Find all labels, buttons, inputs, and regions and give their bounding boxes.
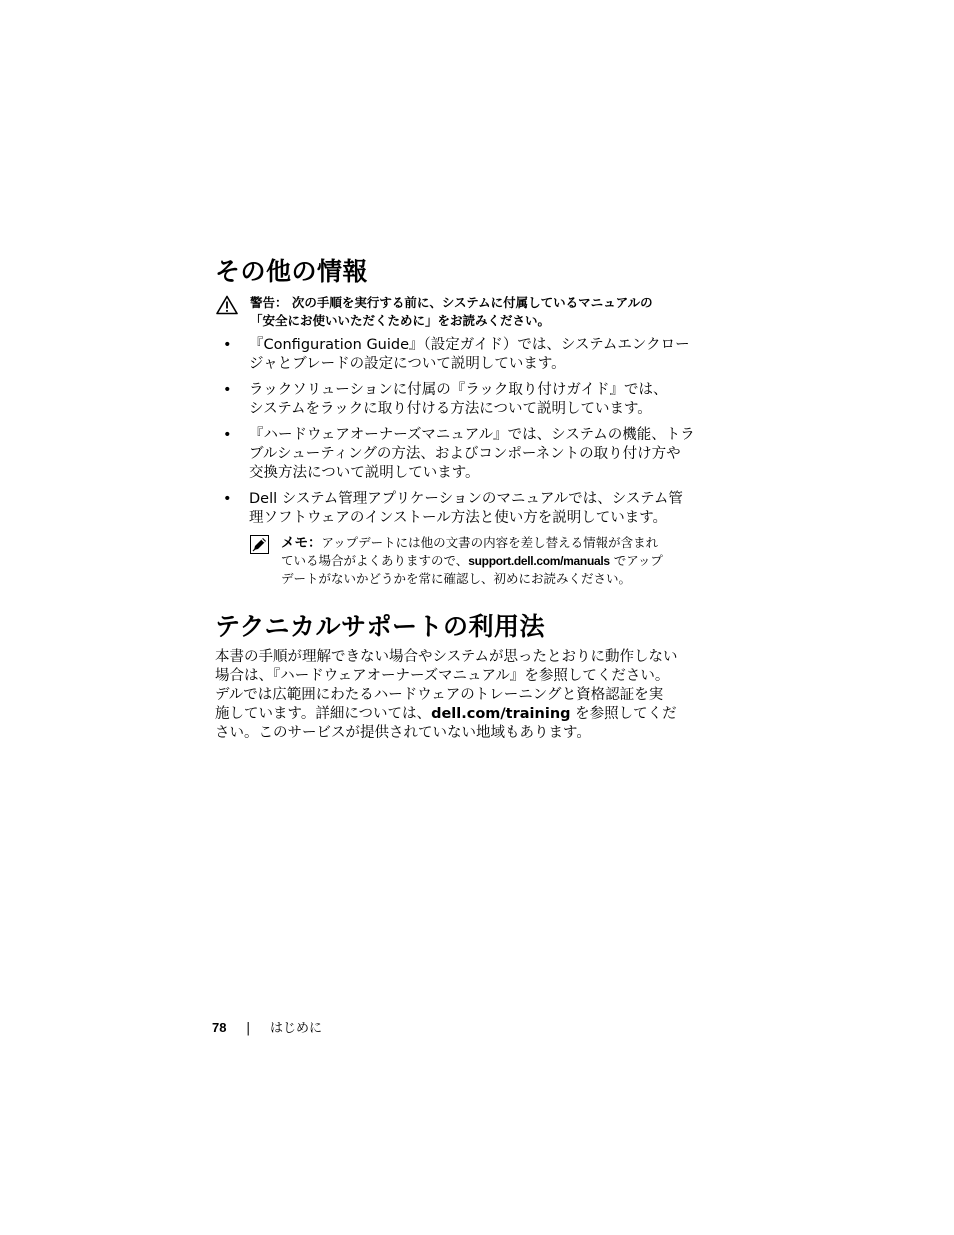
list-item-line: Dell システム管理アプリケーションのマニュアルでは、システム管 — [249, 491, 683, 507]
note-block — [249, 534, 711, 588]
list-item-line: ブルシューティングの方法、およびコンポーネントの取り付け方や — [249, 446, 681, 462]
list-item-line: 『ハードウェアオーナーズマニュアル』では、システムの機能、トラ — [249, 427, 695, 443]
paragraph-line: デルでは広範囲にわたるハードウェアのトレーニングと資格認証を実 — [215, 687, 664, 703]
warning-line-1: 警告： 次の手順を実行する前に、システムに付属しているマニュアルの — [250, 295, 653, 310]
bullet-marker: • — [223, 337, 232, 353]
paragraph-line: 本書の手順が理解できない場合やシステムが思ったとおりに動作しない — [215, 649, 678, 665]
warning-triangle-icon — [216, 295, 238, 315]
footer-separator: | — [246, 1021, 251, 1036]
warning-block — [215, 294, 725, 330]
info-bullet-list — [215, 336, 725, 528]
training-link[interactable]: dell.com/training — [431, 706, 571, 722]
note-label: メモ： — [281, 535, 322, 551]
paragraph-line: 施しています。詳細については、 — [215, 706, 432, 722]
paragraph-line: を参照してくだ — [570, 706, 677, 722]
support-manuals-link[interactable]: support.dell.com/manuals — [468, 554, 610, 568]
list-item — [215, 426, 719, 483]
list-item — [215, 336, 719, 374]
paragraph-line: 場合は、『ハードウェアオーナーズマニュアル』を参照してください。 — [215, 668, 670, 684]
list-item-line: ラックソリューションに付属の『ラック取り付けガイド』では、 — [249, 382, 668, 398]
paragraph-line: さい。このサービスが提供されていない地域もあります。 — [215, 725, 591, 741]
section-heading-tech-support: テクニカルサポートの利用法 — [215, 612, 546, 641]
bullet-marker: • — [223, 382, 232, 398]
note-text: でアップ — [609, 553, 663, 568]
note-text: デートがないかどうかを常に確認し、初めにお読みください。 — [281, 571, 632, 586]
list-item-line: 『Configuration Guide』（設定ガイド）では、システムエンクロー — [249, 337, 690, 353]
note-text: ている場合がよくありますので、 — [281, 553, 469, 568]
list-item-line: 理ソフトウェアのインストール方法と使い方を説明しています。 — [249, 510, 668, 526]
note-text: アップデートには他の文書の内容を差し替える情報が含まれ — [321, 535, 659, 550]
list-item-line: ジャとブレードの設定について説明しています。 — [249, 356, 566, 372]
list-item-line: 交換方法について説明しています。 — [249, 465, 480, 481]
list-item — [215, 381, 719, 419]
warning-text — [250, 294, 725, 330]
page-content — [215, 255, 725, 743]
chapter-title: はじめに — [270, 1021, 323, 1036]
note-pencil-icon — [250, 535, 269, 554]
warning-line-2: 「安全にお使いいただくために」をお読みください。 — [250, 313, 551, 328]
list-item-line: システムをラックに取り付ける方法について説明しています。 — [249, 401, 652, 417]
bullet-marker: • — [223, 491, 232, 507]
page-footer — [212, 1019, 322, 1038]
section-heading-other-info: その他の情報 — [215, 257, 369, 286]
page-number: 78 — [212, 1020, 227, 1035]
bullet-marker: • — [223, 427, 232, 443]
tech-support-paragraph — [215, 648, 720, 743]
list-item — [215, 490, 719, 528]
